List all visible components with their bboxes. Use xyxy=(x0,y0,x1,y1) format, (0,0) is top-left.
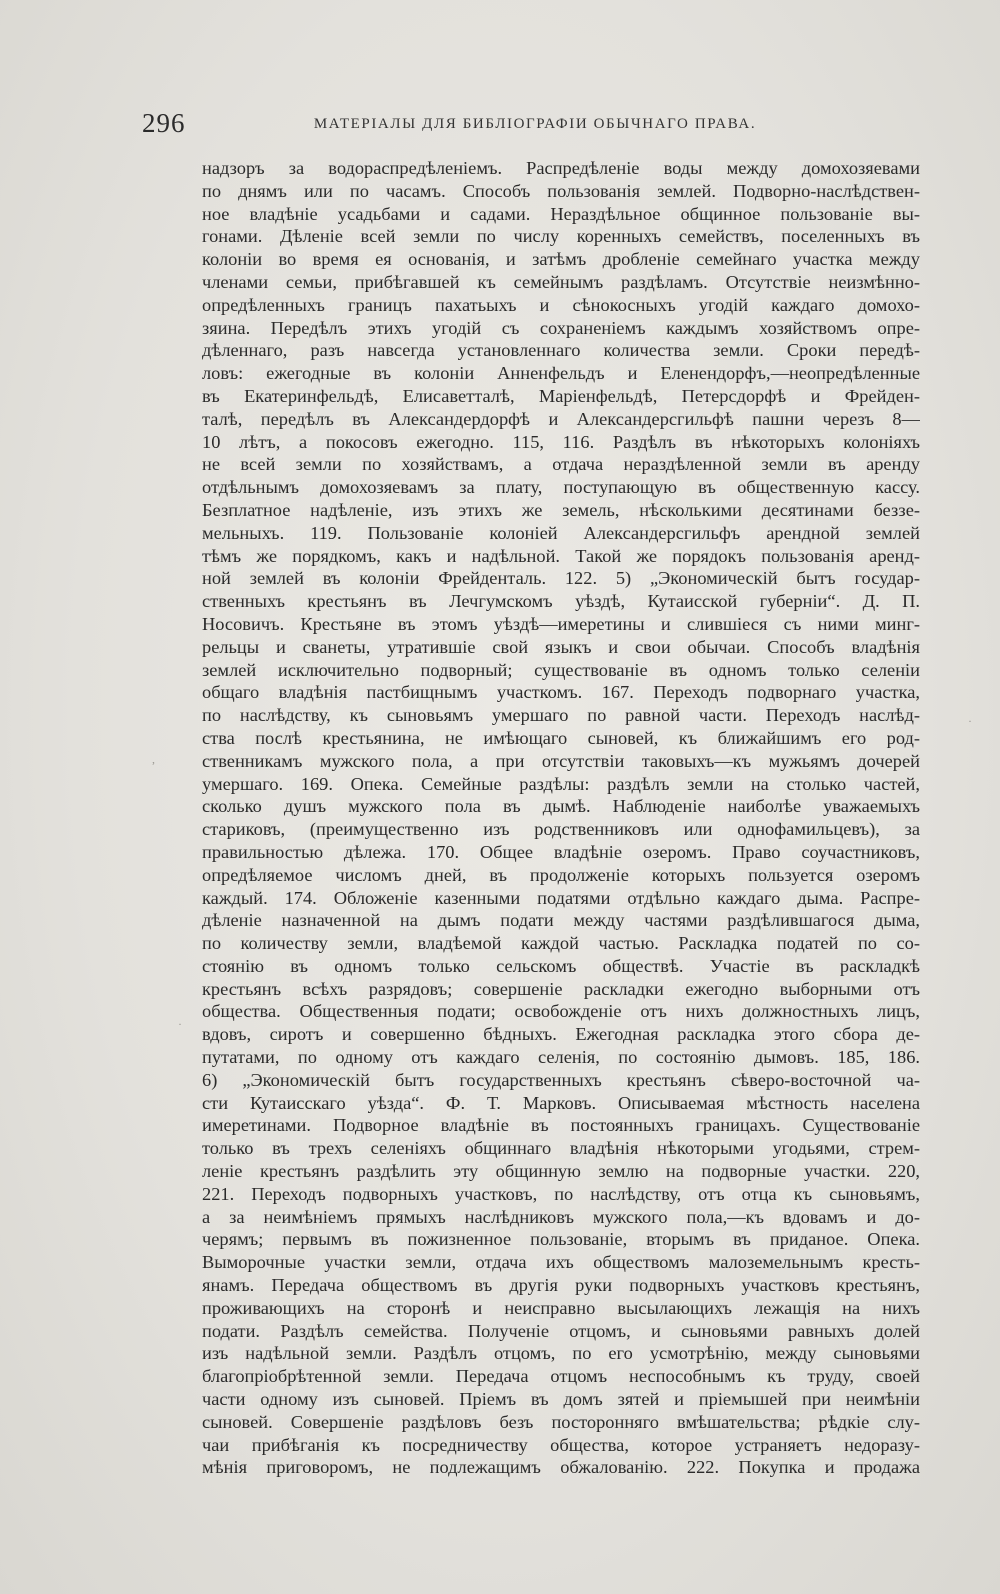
text-line: 221. Переходъ подворныхъ участковъ, по наслѣдству, отъ отца къ сыновьямъ, xyxy=(202,1183,920,1204)
text-line: отдѣльнымъ домохозяевамъ за плату, поступающую въ общественную кассу. xyxy=(202,477,920,498)
margin-speck: · xyxy=(968,714,972,728)
text-line: сти Кутаисскаго уѣзда“. Ф. Т. Марковъ. Описываемая мѣстность населена xyxy=(202,1092,920,1113)
text-line: зяина. Передѣлъ этихъ угодій съ сохраненіемъ каждымъ хозяйствомъ опре- xyxy=(202,317,920,338)
text-line: ное владѣніе усадьбами и садами. Нераздѣльное общинное пользованіе вы- xyxy=(202,203,920,224)
text-line: ственникамъ мужского пола, а при отсутствіи таковыхъ—къ мужьямъ дочерей xyxy=(202,750,920,771)
text-line: правильностью дѣлежа. 170. Общее владѣніе озеромъ. Право соучастниковъ, xyxy=(202,841,920,862)
text-line: по наслѣдству, къ сыновьямъ умершаго по равной части. Переходъ наслѣд- xyxy=(202,705,920,726)
text-line: опредѣленныхъ границъ пахатьыхъ и сѣнокосныхъ угодій каждаго домохо- xyxy=(202,294,920,315)
text-line: тѣмъ же порядкомъ, какъ и надѣльной. Такой же порядокъ пользованія аренд- xyxy=(202,545,920,566)
text-line: опредѣляемое числомъ дней, въ продолженіе которыхъ пользуется озеромъ xyxy=(202,864,920,885)
text-line: мѣнія приговоромъ, не подлежащимъ обжалованію. 222. Покупка и продажа xyxy=(202,1457,920,1478)
text-line: путатами, по одному отъ каждаго селенія, по состоянію дымовъ. 185, 186. xyxy=(202,1047,920,1068)
text-line: дѣленнаго, разъ навсегда установленнаго количества земли. Сроки передѣ- xyxy=(202,340,920,361)
page-header xyxy=(142,108,918,138)
text-line: по днямъ или по часамъ. Способъ пользованія землей. Подворно-наслѣдствен- xyxy=(202,180,920,201)
margin-speck: , xyxy=(152,752,155,766)
text-line: гонами. Дѣленіе всей земли по числу коренныхъ семействъ, поселенныхъ въ xyxy=(202,226,920,247)
text-line: не всей земли по хозяйствамъ, а отдача нераздѣленной земли въ аренду xyxy=(202,454,920,475)
text-line: надзоръ за водораспредѣленіемъ. Распредѣленіе воды между домохозяевами xyxy=(202,158,920,178)
text-line: вдовъ, сиротъ и совершенно бѣдныхъ. Ежегодная раскладка этого сбора де- xyxy=(202,1024,920,1045)
text-line: Безплатное надѣленіе, изъ этихъ же земель, нѣсколькими десятинами беззе- xyxy=(202,499,920,520)
margin-speck: · xyxy=(178,1017,182,1031)
text-line: сыновей. Совершеніе раздѣловъ безъ посторонняго вмѣшательства; рѣдкіе слу- xyxy=(202,1411,920,1432)
text-line: изъ надѣльной земли. Раздѣлъ отцомъ, по его усмотрѣнію, между сыновьями xyxy=(202,1343,920,1364)
text-line: леніе крестьянъ раздѣлить эту общинную землю на подворные участки. 220, xyxy=(202,1161,920,1182)
text-line: рельцы и сванеты, утратившіе свой языкъ и свои обычаи. Способъ владѣнія xyxy=(202,636,920,657)
text-line: ственныхъ крестьянъ въ Лечгумскомъ уѣздѣ, Кутаисской губерніи“. Д. П. xyxy=(202,591,920,612)
text-line: колоніи во время ея основанія, и затѣмъ дробленіе семейнаго участка между xyxy=(202,249,920,270)
text-line: общества. Общественныя подати; освобожденіе отъ нихъ должностныхъ лицъ, xyxy=(202,1001,920,1022)
text-line: 6) „Экономическій бытъ государственныхъ крестьянъ сѣверо-восточной ча- xyxy=(202,1069,920,1090)
text-line: ной землей въ колоніи Фрейденталь. 122. 5) „Экономическій бытъ государ- xyxy=(202,568,920,589)
text-line: черямъ; первымъ въ пожизненное пользованіе, вторымъ въ приданое. Опека. xyxy=(202,1229,920,1250)
text-line: имеретинами. Подворное владѣніе въ постоянныхъ границахъ. Существованіе xyxy=(202,1115,920,1136)
text-line: а за неимѣніемъ прямыхъ наслѣдниковъ мужского пола,—къ вдовамъ и до- xyxy=(202,1206,920,1227)
text-line: ловъ: ежегодные въ колоніи Анненфельдъ и Еленендорфъ,—неопредѣленные xyxy=(202,363,920,384)
text-line: стоянію въ одномъ только сельскомъ обществѣ. Участіе въ раскладкѣ xyxy=(202,955,920,976)
text-line: части одному изъ сыновей. Пріемъ въ домъ зятей и пріемышей при неимѣніи xyxy=(202,1389,920,1410)
text-line: членами семьи, прибѣгавшей къ семейнымъ раздѣламъ. Отсутствіе неизмѣнно- xyxy=(202,271,920,292)
text-line: по количеству земли, владѣемой каждой частью. Раскладка податей по со- xyxy=(202,933,920,954)
text-line: 10 лѣтъ, а покосовъ ежегодно. 115, 116. Раздѣлъ въ нѣкоторыхъ колоніяхъ xyxy=(202,431,920,452)
text-line: умершаго. 169. Опека. Семейные раздѣлы: раздѣлъ земли на столько частей, xyxy=(202,773,920,794)
text-line: общаго владѣнія пастбищнымъ участкомъ. 167. Переходъ подворнаго участка, xyxy=(202,682,920,703)
text-line: Носовичъ. Крестьяне въ этомъ уѣздѣ—имеретины и слившіеся съ ними минг- xyxy=(202,613,920,634)
text-line: мельныхъ. 119. Пользованіе колоніей Александерсгильфъ арендной землей xyxy=(202,522,920,543)
body-text xyxy=(202,157,920,1479)
text-line: сколько душъ мужского пола въ дымѣ. Наблюденіе наиболѣе уважаемыхъ xyxy=(202,796,920,817)
text-line: талѣ, передѣлъ въ Александердорфѣ и Александерсгильфѣ пашни черезъ 8— xyxy=(202,408,920,429)
text-line: каждый. 174. Обложеніе казенными податями отдѣльно каждаго дыма. Распре- xyxy=(202,887,920,908)
text-line: проживающихъ на сторонѣ и неисправно высылающихъ лежащія на нихъ xyxy=(202,1297,920,1318)
text-line: янамъ. Передача обществомъ въ другія руки подворныхъ участковъ крестьянъ, xyxy=(202,1275,920,1296)
text-line: ства послѣ крестьянина, не имѣющаго сыновей, къ ближайшимъ его род- xyxy=(202,727,920,748)
running-title: МАТЕРІАЛЫ ДЛЯ БИБЛІОГРАФІИ ОБЫЧНАГО ПРАВА. xyxy=(313,116,757,132)
text-line: подати. Раздѣлъ семейства. Полученіе отцомъ, и сыновьями равныхъ долей xyxy=(202,1320,920,1341)
text-line: Выморочные участки земли, отдача ихъ обществомъ малоземельнымъ кресть- xyxy=(202,1252,920,1273)
text-line: чаи прибѣганія къ посредничеству общества, которое устраняетъ недоразу- xyxy=(202,1434,920,1455)
text-line: благопріобрѣтенной земли. Передача отцомъ неспособнымъ къ труду, своей xyxy=(202,1366,920,1387)
text-line: только въ трехъ селеніяхъ общиннаго владѣнія нѣкоторыми угодьями, стрем- xyxy=(202,1138,920,1159)
text-line: землей исключительно подворный; существованіе въ одномъ только селеніи xyxy=(202,659,920,680)
text-line: въ Екатеринфельдѣ, Елисаветталѣ, Маріенфельдѣ, Петерсдорфѣ и Фрейден- xyxy=(202,385,920,406)
text-line: крестьянъ всѣхъ разрядовъ; совершеніе раскладки ежегодно выборными отъ xyxy=(202,978,920,999)
page-number: 296 xyxy=(142,108,186,138)
text-line: дѣленіе назначенной на дымъ подати между частями раздѣлившагося дыма, xyxy=(202,910,920,931)
text-line: стариковъ, (преимущественно изъ родственниковъ или однофамильцевъ), за xyxy=(202,819,920,840)
